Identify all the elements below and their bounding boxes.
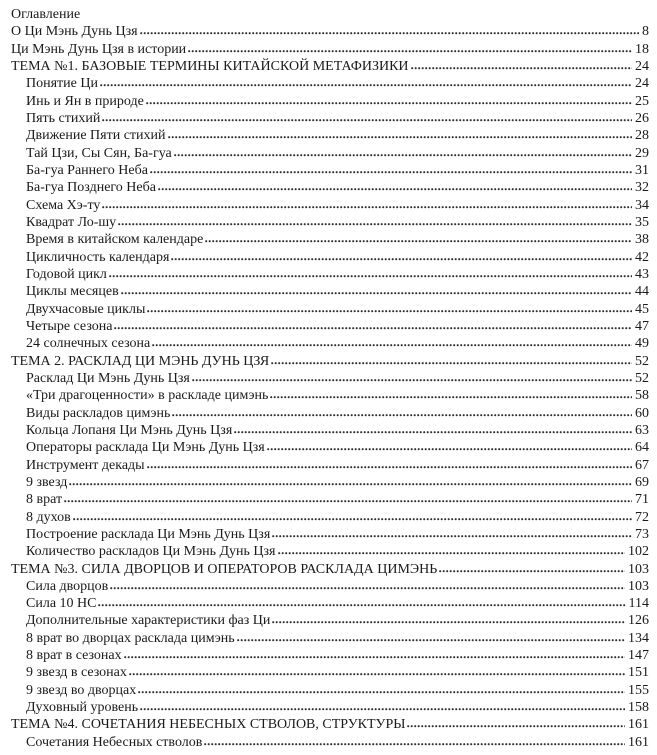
toc-entry-label: Двухчасовые циклы bbox=[26, 301, 146, 317]
dot-leader bbox=[73, 516, 632, 521]
toc-entry-page: 114 bbox=[628, 596, 649, 612]
dot-leader bbox=[188, 48, 632, 53]
toc-entry[interactable] bbox=[11, 41, 649, 58]
toc-entry[interactable] bbox=[11, 58, 649, 75]
toc-entry-page: 24 bbox=[635, 76, 649, 92]
toc-entry-label: Ба-гуа Раннего Неба bbox=[26, 162, 148, 178]
toc-entry[interactable] bbox=[11, 75, 649, 92]
toc-entry[interactable] bbox=[11, 647, 649, 664]
toc-entry-label: Ци Мэнь Дунь Цзя в истории bbox=[11, 41, 187, 57]
toc-entry[interactable] bbox=[11, 491, 649, 508]
dot-leader bbox=[272, 533, 632, 538]
dot-leader bbox=[114, 325, 632, 330]
toc-entry[interactable] bbox=[11, 509, 649, 526]
toc-entry-page: 49 bbox=[635, 336, 649, 352]
toc-entry[interactable] bbox=[11, 474, 649, 491]
toc-entry-label: Инь и Ян в природе bbox=[26, 93, 144, 109]
toc-entry-page: 161 bbox=[628, 734, 649, 750]
toc-entry-page: 72 bbox=[635, 509, 649, 525]
toc-entry-label: 8 врат во дворцах расклада цимэнь bbox=[26, 630, 235, 646]
toc-entry[interactable] bbox=[11, 405, 649, 422]
dot-leader bbox=[407, 724, 625, 729]
toc-entry[interactable] bbox=[11, 162, 649, 179]
toc-entry-label: 9 звезд bbox=[26, 474, 68, 490]
toc-entry-label: Расклад Ци Мэнь Дунь Цзя bbox=[26, 370, 190, 386]
toc-entry[interactable] bbox=[11, 353, 649, 370]
toc-entry-label: 8 врат в сезонах bbox=[26, 648, 122, 664]
toc-entry-page: 38 bbox=[635, 232, 649, 248]
toc-entry-label: 8 врат bbox=[26, 492, 63, 508]
toc-entry-label: Время в китайском календаре bbox=[26, 232, 204, 248]
toc-entry-page: 31 bbox=[635, 162, 649, 178]
dot-leader bbox=[172, 412, 632, 417]
toc-entry[interactable] bbox=[11, 266, 649, 283]
toc-entry-label: Виды раскладов цимэнь bbox=[26, 405, 171, 421]
toc-entry-page: 45 bbox=[635, 301, 649, 317]
toc-entry[interactable] bbox=[11, 179, 649, 196]
toc-entry-label: Движение Пяти стихий bbox=[26, 128, 166, 144]
toc-entry-label: Операторы расклада Ци Мэнь Дунь Цзя bbox=[26, 440, 265, 456]
dot-leader bbox=[147, 308, 632, 313]
toc-entry-page: 103 bbox=[628, 561, 649, 577]
toc-entry-page: 32 bbox=[635, 180, 649, 196]
toc-entry-page: 43 bbox=[635, 266, 649, 282]
dot-leader bbox=[171, 256, 632, 261]
toc-entry-label: ТЕМА 2. РАСКЛАД ЦИ МЭНЬ ДУНЬ ЦЗЯ bbox=[11, 353, 270, 369]
dot-leader bbox=[158, 187, 632, 192]
toc-entry-page: 161 bbox=[628, 717, 649, 733]
dot-leader bbox=[439, 568, 625, 573]
toc-entry-page: 18 bbox=[635, 41, 649, 57]
toc-entry[interactable] bbox=[11, 110, 649, 127]
toc-entry-label: О Ци Мэнь Дунь Цзя bbox=[11, 24, 138, 40]
toc-entry-label: 8 духов bbox=[26, 509, 71, 525]
toc-entry-label: 24 солнечных сезона bbox=[26, 336, 151, 352]
toc-entry-label: Схема Хэ-ту bbox=[26, 197, 101, 213]
dot-leader bbox=[152, 343, 632, 348]
toc-entry-page: 52 bbox=[635, 370, 649, 386]
toc-entry-page: 158 bbox=[628, 700, 649, 716]
toc-entry[interactable] bbox=[11, 301, 649, 318]
toc-entry-page: 29 bbox=[635, 145, 649, 161]
toc-entry-label: «Три драгоценности» в раскладе цимэнь bbox=[26, 388, 269, 404]
toc-entry[interactable] bbox=[11, 630, 649, 647]
dot-leader bbox=[147, 464, 632, 469]
toc-entry-page: 134 bbox=[628, 630, 649, 646]
toc-entry[interactable] bbox=[11, 699, 649, 716]
toc-entry[interactable] bbox=[11, 249, 649, 266]
dot-leader bbox=[140, 707, 625, 712]
dot-leader bbox=[138, 689, 625, 694]
toc-entry[interactable] bbox=[11, 214, 649, 231]
toc-entry-page: 34 bbox=[635, 197, 649, 213]
toc-list bbox=[11, 23, 649, 751]
toc-entry-page: 44 bbox=[635, 284, 649, 300]
dot-leader bbox=[102, 204, 632, 209]
toc-entry-page: 24 bbox=[635, 58, 649, 74]
toc-entry-page: 60 bbox=[635, 405, 649, 421]
toc-entry-label: Понятие Ци bbox=[26, 76, 98, 92]
toc-entry-page: 67 bbox=[635, 457, 649, 473]
toc-entry-page: 151 bbox=[628, 665, 649, 681]
toc-entry[interactable] bbox=[11, 664, 649, 681]
dot-leader bbox=[98, 603, 625, 608]
toc-entry-label: Квадрат Ло-шу bbox=[26, 214, 117, 230]
dot-leader bbox=[267, 447, 632, 452]
toc-title-text: Оглавление bbox=[11, 7, 81, 22]
toc-entry[interactable] bbox=[11, 457, 649, 474]
dot-leader bbox=[192, 377, 632, 382]
dot-leader bbox=[174, 152, 632, 157]
toc-entry-label: Сочетания Небесных стволов bbox=[26, 734, 203, 750]
toc-entry[interactable] bbox=[11, 23, 649, 40]
dot-leader bbox=[411, 65, 632, 70]
toc-entry-page: 71 bbox=[635, 492, 649, 508]
toc-entry-page: 35 bbox=[635, 214, 649, 230]
toc-entry[interactable] bbox=[11, 561, 649, 578]
toc-entry[interactable] bbox=[11, 145, 649, 162]
toc-entry-page: 52 bbox=[635, 353, 649, 369]
toc-entry[interactable] bbox=[11, 387, 649, 404]
toc-entry-label: ТЕМА №1. БАЗОВЫЕ ТЕРМИНЫ КИТАЙСКОЙ МЕТАФИЗИКИ bbox=[11, 58, 409, 74]
dot-leader bbox=[102, 117, 632, 122]
dot-leader bbox=[109, 273, 632, 278]
toc-entry[interactable] bbox=[11, 526, 649, 543]
toc-entry[interactable] bbox=[11, 370, 649, 387]
dot-leader bbox=[100, 83, 632, 88]
toc-entry[interactable] bbox=[11, 335, 649, 352]
toc-entry-label: Инструмент декады bbox=[26, 457, 145, 473]
toc-entry-page: 42 bbox=[635, 249, 649, 265]
toc-entry[interactable] bbox=[11, 318, 649, 335]
toc-entry[interactable] bbox=[11, 682, 649, 699]
toc-entry-page: 8 bbox=[642, 24, 649, 40]
dot-leader bbox=[146, 100, 632, 105]
toc-entry-label: ТЕМА №4. СОЧЕТАНИЯ НЕБЕСНЫХ СТВОЛОВ, СТРУКТУРЫ bbox=[11, 717, 406, 733]
toc-entry-label: ТЕМА №3. СИЛА ДВОРЦОВ И ОПЕРАТОРОВ РАСКЛАДА ЦИМЭНЬ bbox=[11, 561, 438, 577]
toc-entry[interactable] bbox=[11, 439, 649, 456]
toc-entry-label: Сила дворцов bbox=[26, 578, 109, 594]
toc-entry[interactable] bbox=[11, 231, 649, 248]
dot-leader bbox=[237, 637, 625, 642]
toc-entry-page: 64 bbox=[635, 440, 649, 456]
dot-leader bbox=[150, 169, 632, 174]
toc-entry-label: Духовный уровень bbox=[26, 700, 139, 716]
dot-leader bbox=[118, 221, 632, 226]
toc-entry-label: Дополнительные характеристики фаз Ци bbox=[26, 613, 271, 629]
toc-entry-page: 69 bbox=[635, 474, 649, 490]
toc-entry[interactable] bbox=[11, 93, 649, 110]
dot-leader bbox=[205, 239, 632, 244]
toc-entry-page: 155 bbox=[628, 682, 649, 698]
toc-entry-label: Построение расклада Ци Мэнь Дунь Цзя bbox=[26, 526, 271, 542]
toc-entry-label: Пять стихий bbox=[26, 110, 101, 126]
toc-entry-label: Количество раскладов Ци Мэнь Дунь Цзя bbox=[26, 544, 276, 560]
toc-entry-page: 147 bbox=[628, 648, 649, 664]
dot-leader bbox=[129, 672, 625, 677]
dot-leader bbox=[69, 481, 632, 486]
toc-entry-page: 25 bbox=[635, 93, 649, 109]
toc-entry-label: Тай Цзи, Сы Сян, Ба-гуа bbox=[26, 145, 172, 161]
toc-entry-page: 26 bbox=[635, 110, 649, 126]
toc-entry-page: 103 bbox=[628, 578, 649, 594]
dot-leader bbox=[234, 429, 632, 434]
toc-entry-page: 28 bbox=[635, 128, 649, 144]
dot-leader bbox=[270, 395, 632, 400]
toc-entry-page: 73 bbox=[635, 526, 649, 542]
toc-entry-label: Циклы месяцев bbox=[26, 284, 119, 300]
toc-entry-label: Цикличность календаря bbox=[26, 249, 170, 265]
toc-entry-label: Ба-гуа Позднего Неба bbox=[26, 180, 156, 196]
toc-entry[interactable] bbox=[11, 716, 649, 733]
dot-leader bbox=[271, 360, 632, 365]
toc-entry[interactable] bbox=[11, 734, 649, 751]
dot-leader bbox=[110, 585, 625, 590]
toc-entry[interactable] bbox=[11, 197, 649, 214]
dot-leader bbox=[278, 551, 626, 556]
toc-entry[interactable] bbox=[11, 283, 649, 300]
toc-entry[interactable] bbox=[11, 578, 649, 595]
toc-entry-page: 58 bbox=[635, 388, 649, 404]
toc-entry[interactable] bbox=[11, 612, 649, 629]
dot-leader bbox=[204, 741, 625, 746]
dot-leader bbox=[272, 620, 625, 625]
toc-entry-page: 102 bbox=[628, 544, 649, 560]
dot-leader bbox=[168, 135, 632, 140]
toc-entry-page: 63 bbox=[635, 422, 649, 438]
toc-entry-label: Сила 10 НС bbox=[26, 596, 97, 612]
dot-leader bbox=[64, 499, 632, 504]
toc-entry-label: Годовой цикл bbox=[26, 266, 107, 282]
toc-entry-page: 126 bbox=[628, 613, 649, 629]
toc-entry-page: 47 bbox=[635, 318, 649, 334]
toc-title bbox=[11, 6, 649, 23]
toc-entry[interactable] bbox=[11, 595, 649, 612]
toc-entry[interactable] bbox=[11, 543, 649, 560]
toc-entry-label: 9 звезд в сезонах bbox=[26, 665, 127, 681]
toc-entry[interactable] bbox=[11, 127, 649, 144]
toc-entry-label: 9 звезд во дворцах bbox=[26, 682, 137, 698]
toc-entry-label: Кольца Лопаня Ци Мэнь Дунь Цзя bbox=[26, 422, 233, 438]
dot-leader bbox=[124, 655, 625, 660]
dot-leader bbox=[121, 291, 632, 296]
toc-entry[interactable] bbox=[11, 422, 649, 439]
toc-entry-label: Четыре сезона bbox=[26, 318, 113, 334]
dot-leader bbox=[140, 31, 639, 36]
